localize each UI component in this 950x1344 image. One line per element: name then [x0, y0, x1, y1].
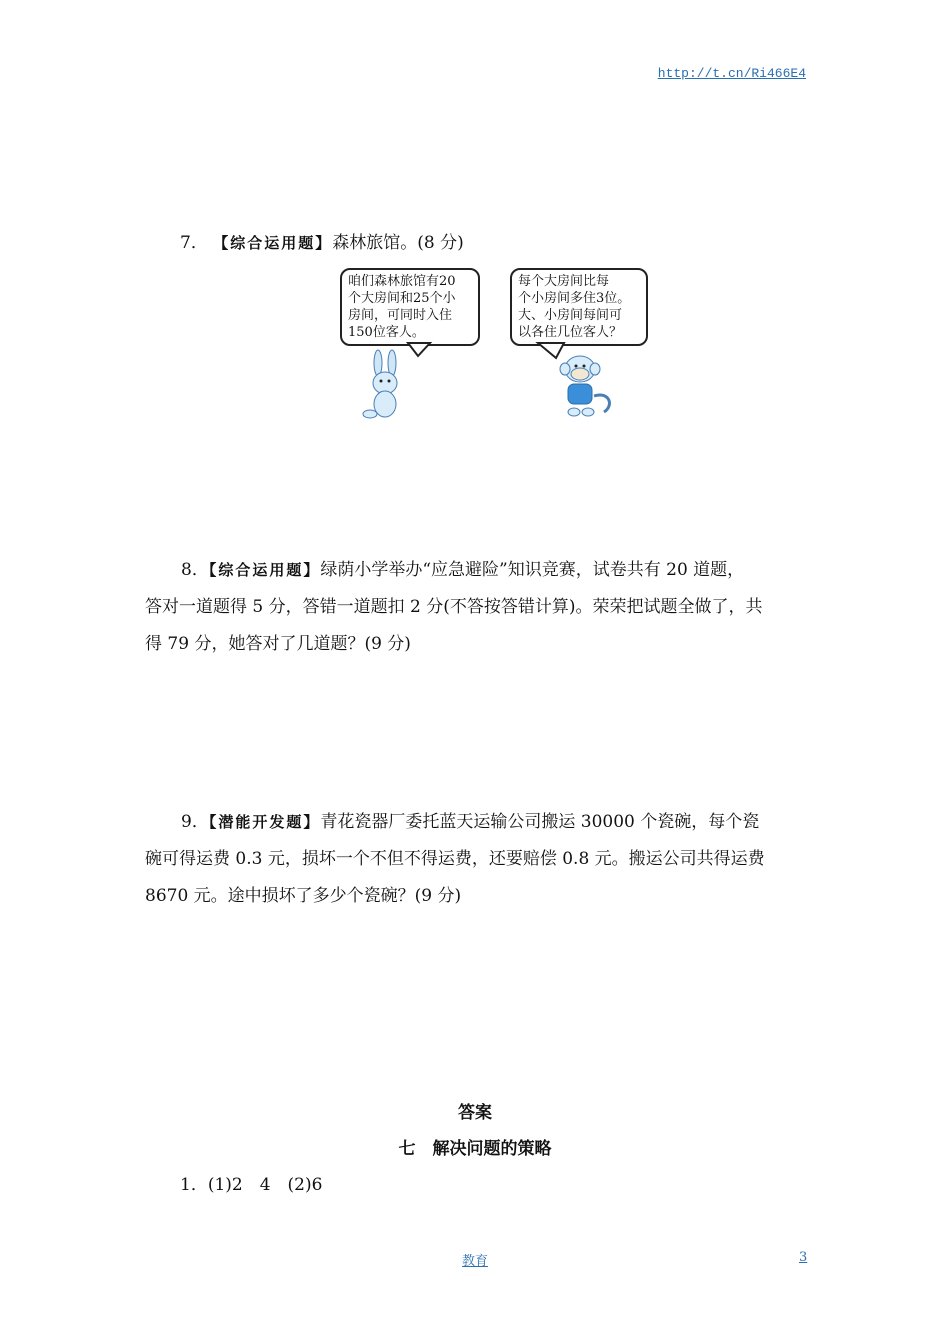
answer-item-1: 1．(1)2 4 (2)6 [180, 1175, 323, 1195]
question-7 [180, 228, 464, 253]
question-7-text: 森林旅馆。(8 分) [332, 233, 464, 253]
rabbit-icon [363, 350, 397, 418]
footer-link[interactable]: 教育 [461, 1254, 488, 1269]
question-7-number: 7． [180, 233, 208, 253]
question-8-tag: 【综合运用题】 [208, 561, 321, 579]
monkey-icon [560, 356, 609, 416]
bubble-line: 咱们森林旅馆有20 [348, 274, 456, 289]
question-9-line-1 [145, 804, 807, 841]
question-8-number: 8． [181, 560, 209, 580]
bubble-line: 大、小房间每间可 [518, 308, 623, 323]
question-8-line-3: 得 79 分，她答对了几道题？(9 分) [145, 634, 411, 654]
bubble-line: 每个大房间比每 [518, 274, 610, 289]
question-7-illustration [338, 266, 650, 424]
cartoon-characters [338, 266, 650, 424]
question-9-number: 9． [181, 812, 209, 832]
question-8-line-1 [145, 552, 807, 589]
question-9-tag: 【潜能开发题】 [208, 813, 321, 831]
question-7-tag: 【综合运用题】 [213, 234, 333, 252]
bubble-line: 以各住几位客人？ [518, 325, 623, 340]
bubble-line: 150位客人。 [348, 325, 425, 340]
question-8 [145, 552, 807, 663]
page-number[interactable]: 3 [799, 1250, 808, 1265]
bubble-line: 个小房间多住3位。 [518, 291, 631, 306]
question-9-text: 青花瓷器厂委托蓝天运输公司搬运 30000 个瓷碗，每个瓷 [320, 812, 760, 832]
answers-title: 答案 [458, 1103, 492, 1123]
question-8-text: 绿荫小学举办“应急避险”知识竞赛，试卷共有 20 道题， [320, 560, 745, 580]
monkey-bubble-tail [538, 343, 564, 358]
question-8-line-2: 答对一道题得 5 分，答错一道题扣 2 分(不答按答错计算)。荣荣把试题全做了，共 [145, 597, 763, 617]
question-9 [145, 804, 807, 915]
bubble-line: 房间，可同时入住 [348, 308, 453, 323]
bubble-line: 个大房间和25个小 [348, 291, 456, 306]
question-9-line-3: 8670 元。途中损坏了多少个瓷碗？(9 分) [145, 886, 462, 906]
rabbit-bubble-tail [408, 343, 430, 356]
header-url-link[interactable]: http://t.cn/Ri466E4 [657, 66, 806, 81]
question-9-line-2: 碗可得运费 0.3 元，损坏一个不但不得运费，还要赔偿 0.8 元。搬运公司共得运费 [145, 849, 765, 869]
answers-subtitle: 七 解决问题的策略 [398, 1139, 552, 1159]
